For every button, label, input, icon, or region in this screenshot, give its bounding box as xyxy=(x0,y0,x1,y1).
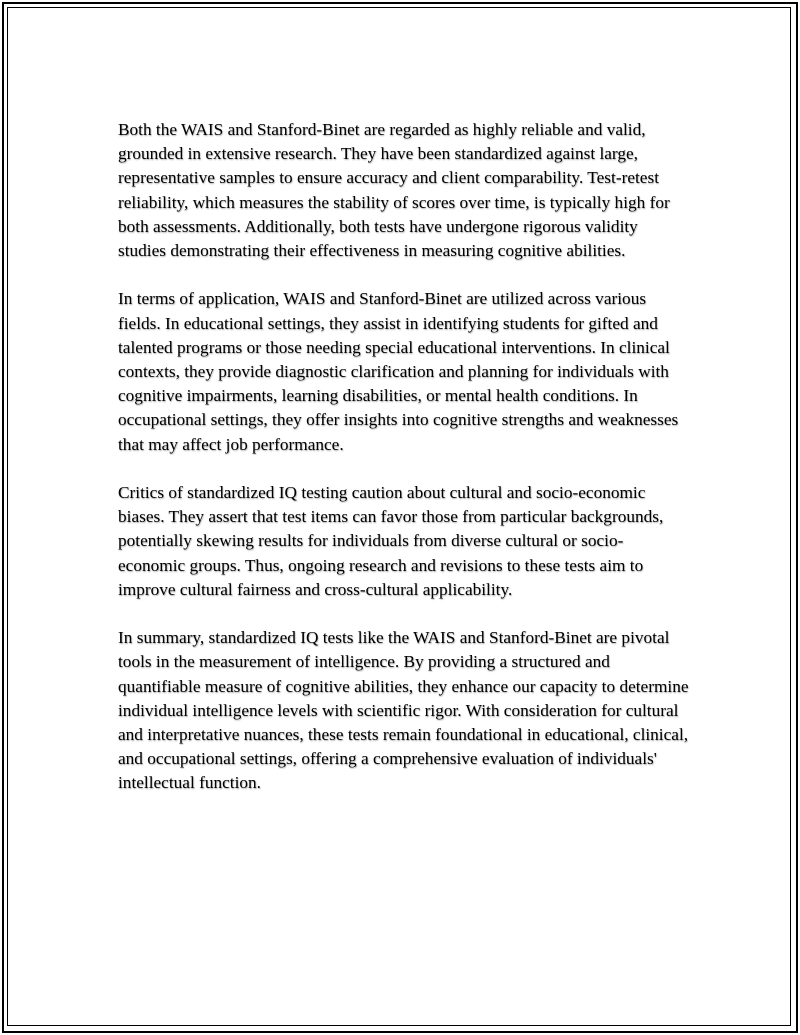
paragraph-summary: In summary, standardized IQ tests like the WAIS and Stanford-Binet are pivotal tools in the measurement of intelligence. By providing a structured and quantifiable measure of cognitive abilities, they enhance our capacity to determine individual intelligence levels with scientific rigor. With consideration for cultural and interpretative nuances, these tests remain foundational in educational, clinical, and occupational settings, offering a comprehensive evaluation of individuals' intellectual function. xyxy=(118,628,689,793)
paragraph-application: In terms of application, WAIS and Stanford-Binet are utilized across various fields. In educational settings, they assist in identifying students for gifted and talented programs or those needing special educational interventions. In clinical contexts, they provide diagnostic clarification and planning for individuals with cognitive impairments, learning disabilities, or mental health conditions. In occupational settings, they offer insights into cognitive strengths and weaknesses that may affect job performance. xyxy=(118,289,679,454)
paragraph-reliability: Both the WAIS and Stanford-Binet are regarded as highly reliable and valid, grounded in extensive research. They have been standardized against large, representative samples to ensure accuracy and client comparability. Test-retest reliability, which measures the stability of scores over time, is typically high for both assessments. Additionally, both tests have undergone rigorous validity studies demonstrating their effectiveness in measuring cognitive abilities. xyxy=(118,120,670,261)
paragraph-criticism: Critics of standardized IQ testing caution about cultural and socio-economic biases. They assert that test items can favor those from particular backgrounds, potentially skewing results for individuals from diverse cultural or socio-economic groups. Thus, ongoing research and revisions to these tests aim to improve cultural fairness and cross-cultural applicability. xyxy=(118,483,664,599)
document-body xyxy=(118,118,690,820)
